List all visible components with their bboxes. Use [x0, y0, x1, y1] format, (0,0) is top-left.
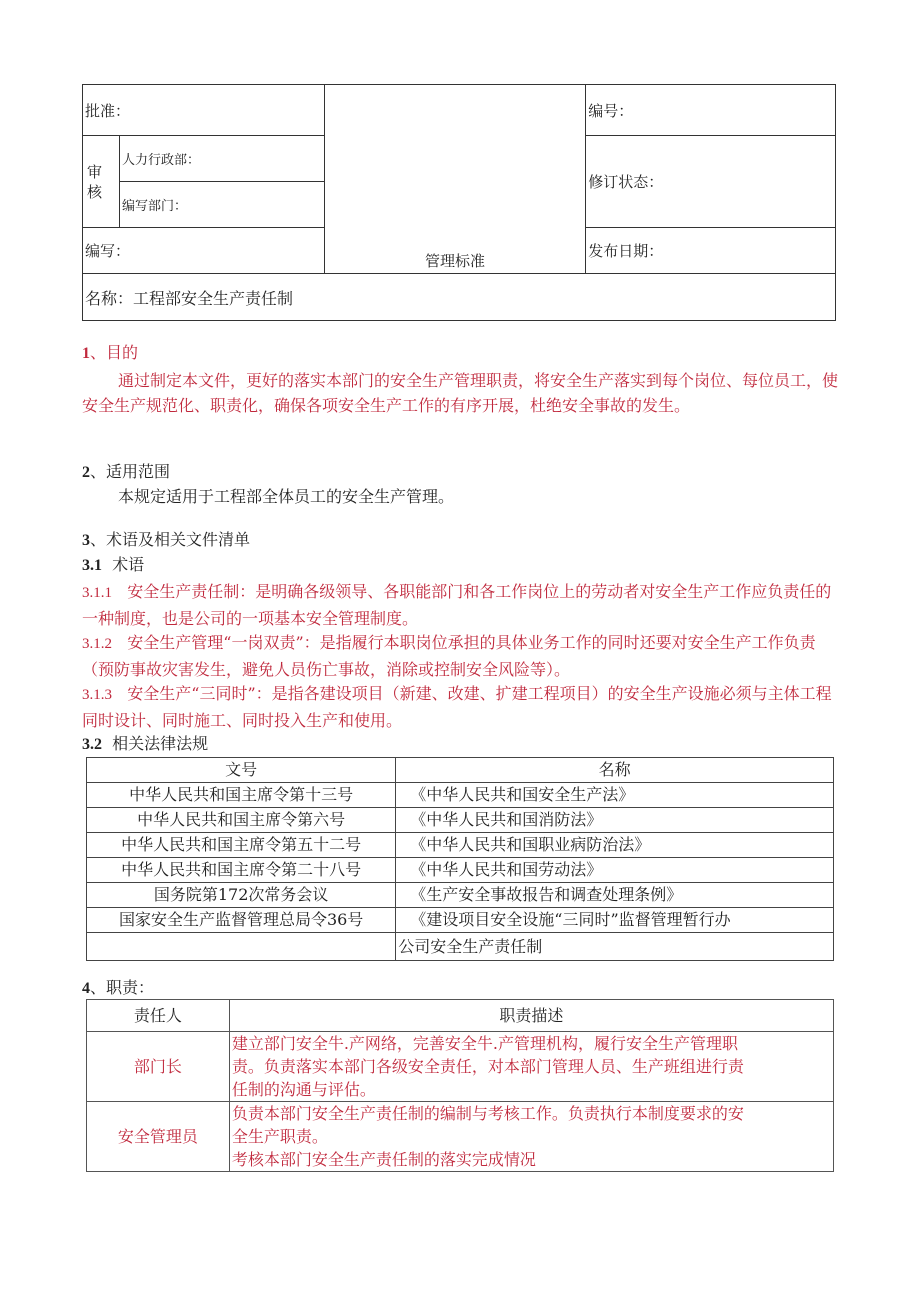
section-2-body: 本规定适用于工程部全体员工的安全生产管理。	[118, 487, 455, 506]
document-name-cell	[83, 274, 836, 321]
duty-role: 安全管理员	[87, 1102, 230, 1172]
duty-table-header: 责任人 职责描述	[87, 1000, 834, 1032]
section-2-heading: 2、适用范围	[82, 462, 171, 481]
section-1-heading: 1、目的	[82, 343, 139, 362]
laws-table	[86, 757, 834, 961]
review-cell: 审核	[83, 136, 120, 228]
duty-description: 负责本部门安全生产责任制的编制与考核工作。负责执行本制度要求的安 全生产职责。 考核本部门安全生产责任制的落实完成情况	[229, 1102, 833, 1172]
release-date-cell: 发布日期：	[586, 228, 836, 274]
document-name: 名称：工程部安全生产责任制	[85, 288, 294, 308]
table-row	[87, 1102, 834, 1172]
approve-cell: 批准：	[83, 85, 325, 136]
table-row: 中华人民共和国主席令第六号 《中华人民共和国消防法》	[87, 808, 834, 833]
number-cell: 编号：	[586, 85, 836, 136]
term-3-1-3: 3.1.3 安全生产“三同时”：是指各建设项目（新建、改建、扩建工程项目）的安全生产设施必须与主体工程同时设计、同时施工、同时投入生产和使用。	[82, 684, 832, 730]
section-1-body: 通过制定本文件，更好的落实本部门的安全生产管理职责，将安全生产落实到每个岗位、每位员工，使安全生产规范化、职责化，确保各项安全生产工作的有序开展，杜绝安全事故的发生。	[82, 371, 839, 415]
review-hr-cell: 人力行政部：	[119, 136, 324, 182]
standard-type: 管理标准	[424, 252, 485, 270]
section-3-1-heading: 3.1 术语	[82, 555, 145, 574]
term-3-1-2: 3.1.2 安全生产管理“一岗双责”：是指履行本职岗位承担的具体业务工作的同时还要对安全生产工作负责（预防事故灾害发生，避免人员伤亡事故，消除或控制安全风险等）。	[82, 633, 816, 679]
table-row: 国务院第172次常务会议 《生产安全事故报告和调查处理条例》	[87, 883, 834, 908]
table-row: 国家安全生产监督管理总局令36号 《建设项目安全设施“三同时”监督管理暂行办	[87, 908, 834, 933]
section-3-2-heading: 3.2 相关法律法规	[82, 734, 209, 753]
review-dept-cell: 编写部门：	[119, 182, 324, 228]
table-row: 中华人民共和国主席令第二十八号 《中华人民共和国劳动法》	[87, 858, 834, 883]
duty-role: 部门长	[87, 1032, 230, 1102]
section-4-heading: 4、职责：	[82, 978, 155, 997]
duty-description: 建立部门安全牛.产网络，完善安全牛.产管理机构，履行安全生产管理职 责。负责落实本部门各级安全责任，对本部门管理人员、生产班组进行责 任制的沟通与评估。	[229, 1032, 833, 1102]
document-header-table	[82, 84, 836, 321]
table-row: 中华人民共和国主席令第五十二号 《中华人民共和国职业病防治法》	[87, 833, 834, 858]
table-row	[87, 1032, 834, 1102]
standard-type-cell	[324, 85, 586, 274]
revision-cell: 修订状态：	[586, 136, 836, 228]
table-row: 公司安全生产责任制	[87, 933, 834, 961]
laws-table-header: 文号 名称	[87, 758, 834, 783]
table-row: 中华人民共和国主席令第十三号 《中华人民共和国安全生产法》	[87, 783, 834, 808]
duty-table	[86, 999, 834, 1172]
author-cell: 编写：	[83, 228, 325, 274]
section-3-heading: 3、术语及相关文件清单	[82, 530, 251, 549]
term-3-1-1: 3.1.1 安全生产责任制：是明确各级领导、各职能部门和各工作岗位上的劳动者对安全生产工作应负责任的一种制度，也是公司的一项基本安全管理制度。	[82, 582, 832, 628]
